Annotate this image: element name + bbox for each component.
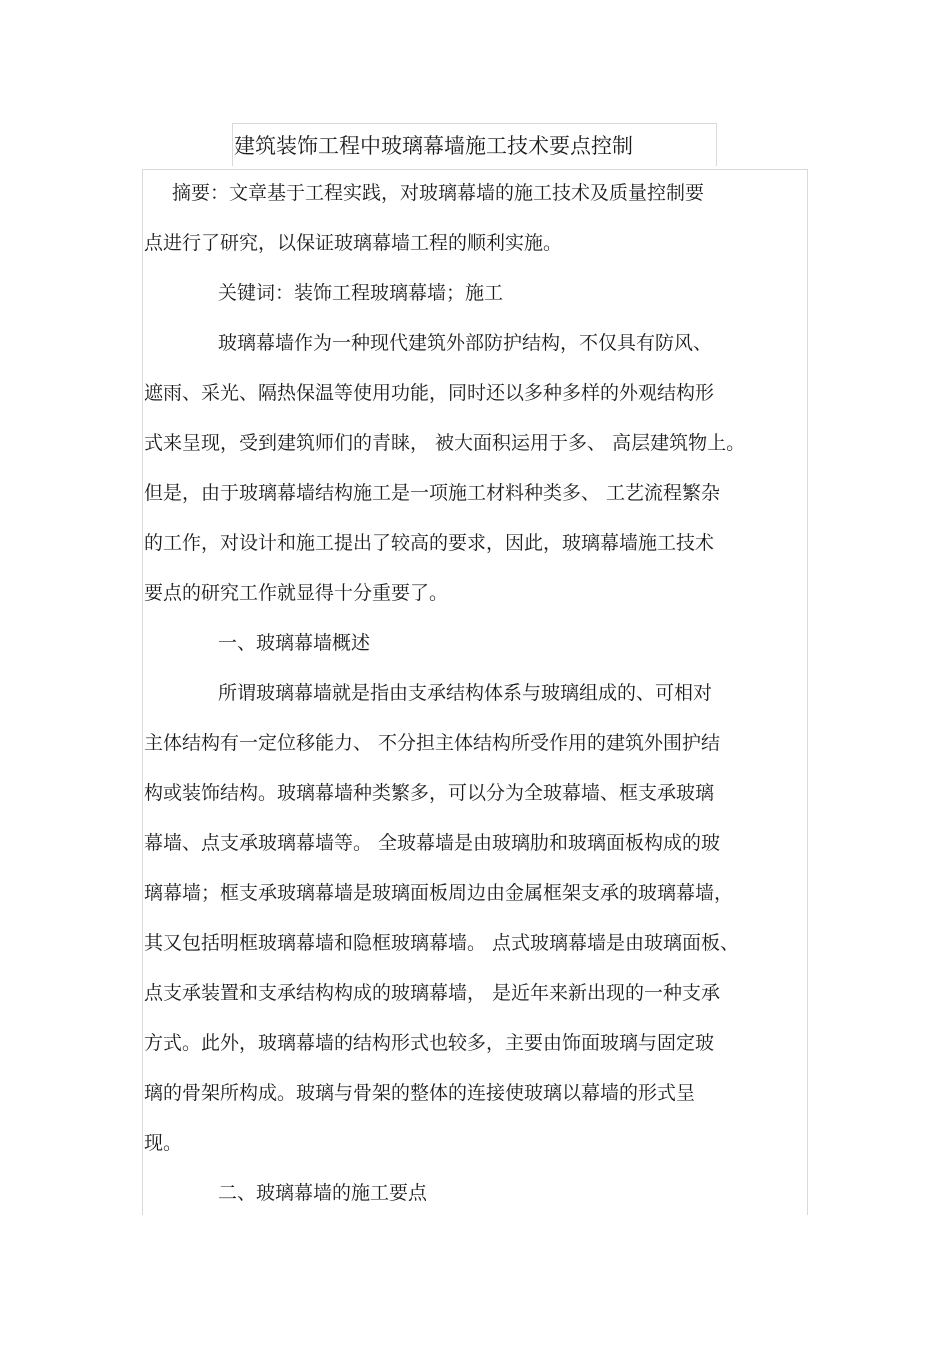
abstract-line-1: 摘要：文章基于工程实践，对玻璃幕墙的施工技术及质量控制要 [172,182,705,204]
paragraph-line: 璃的骨架所构成。玻璃与骨架的整体的连接使玻璃以幕墙的形式呈 [144,1082,696,1104]
section-heading-1: 一、玻璃幕墙概述 [218,632,371,654]
paragraph-line: 璃幕墙；框支承玻璃幕墙是玻璃面板周边由金属框架支承的玻璃幕墙， [144,882,734,904]
paragraph-line: 其又包括明框玻璃幕墙和隐框玻璃幕墙。 点式玻璃幕墙是由玻璃面板、 [144,932,740,954]
paragraph-line: 遮雨、采光、隔热保温等使用功能，同时还以多种多样的外观结构形 [144,382,715,404]
paragraph-line: 幕墙、点支承玻璃幕墙等。 全玻幕墙是由玻璃肋和玻璃面板构成的玻 [144,832,721,854]
paragraph-line: 式来呈现，受到建筑师们的青睐， 被大面积运用于多、 高层建筑物上。 [144,432,746,454]
paragraph-line: 要点的研究工作就显得十分重要了。 [144,582,449,604]
paragraph-line: 玻璃幕墙作为一种现代建筑外部防护结构，不仅具有防风、 [218,332,713,354]
paragraph-line: 方式。此外，玻璃幕墙的结构形式也较多，主要由饰面玻璃与固定玻 [144,1032,715,1054]
paragraph-line: 构或装饰结构。玻璃幕墙种类繁多，可以分为全玻幕墙、框支承玻璃 [144,782,715,804]
paragraph-line: 现。 [144,1132,183,1154]
paragraph-line: 所谓玻璃幕墙就是指由支承结构体系与玻璃组成的、可相对 [218,682,713,704]
keywords-line: 关键词：装饰工程玻璃幕墙；施工 [218,282,504,304]
abstract-line-2: 点进行了研究，以保证玻璃幕墙工程的顺利实施。 [144,232,563,254]
paragraph-line: 的工作，对设计和施工提出了较高的要求，因此，玻璃幕墙施工技术 [144,532,715,554]
document-title: 建筑装饰工程中玻璃幕墙施工技术要点控制 [234,134,633,158]
paragraph-line: 但是，由于玻璃幕墙结构施工是一项施工材料种类多、 工艺流程繁杂 [144,482,721,504]
section-heading-2: 二、玻璃幕墙的施工要点 [218,1182,428,1204]
paragraph-line: 主体结构有一定位移能力、 不分担主体结构所受作用的建筑外围护结 [144,732,721,754]
paragraph-line: 点支承装置和支承结构构成的玻璃幕墙， 是近年来新出现的一种支承 [144,982,721,1004]
